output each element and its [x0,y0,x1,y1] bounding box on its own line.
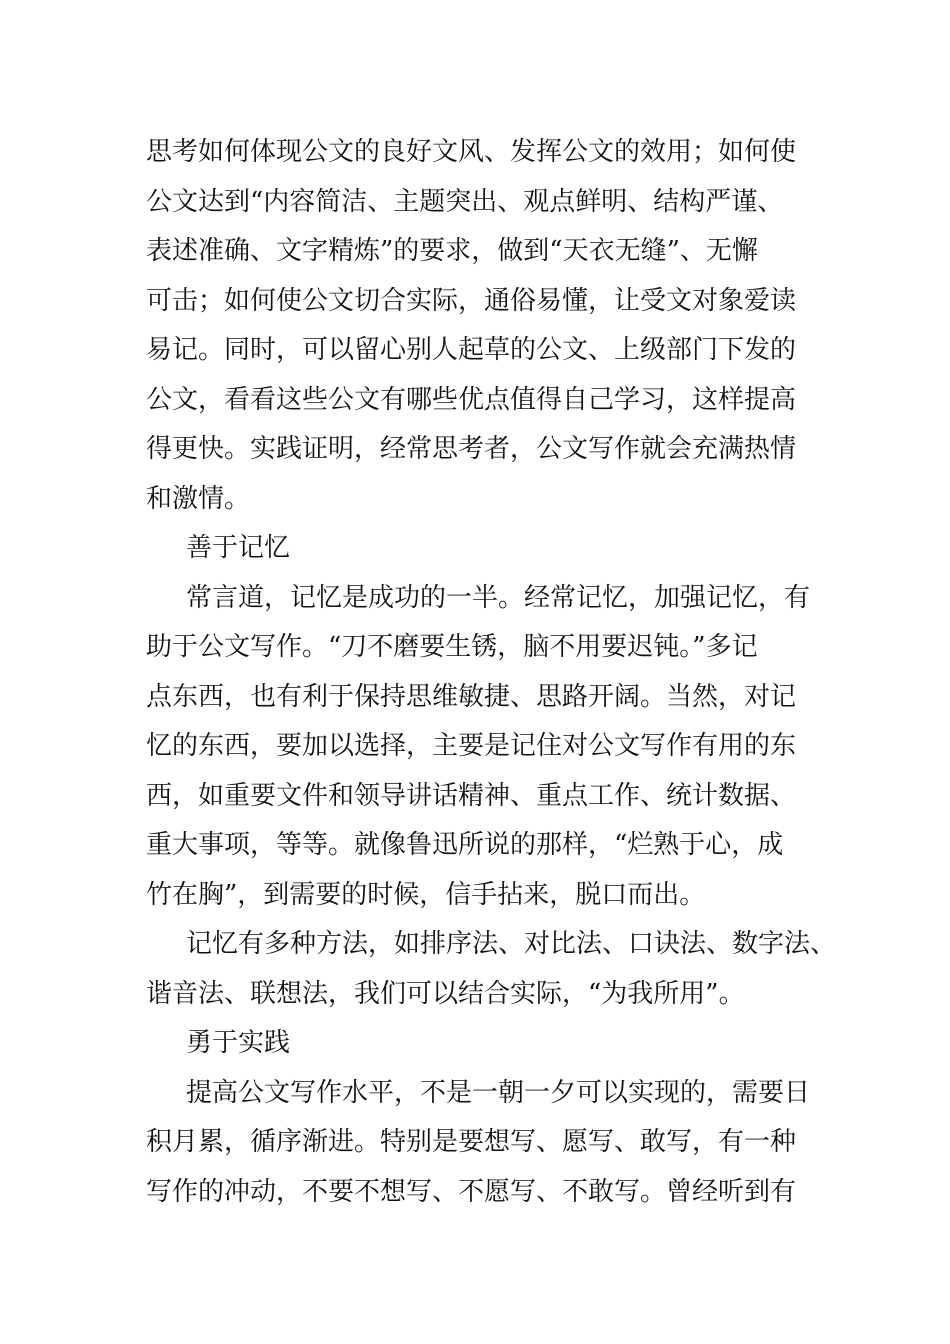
text-line: 得更快。实践证明，经常思考者，公文写作就会充满热情 [146,434,797,464]
text-line: 写作的冲动，不要不想写、不愿写、不敢写。曾经听到有 [146,1177,797,1207]
text-line: 公文，看看这些公文有哪些优点值得自己学习，这样提高 [146,385,797,415]
section-heading: 勇于实践 [186,1028,291,1058]
text-line: 记忆有多种方法，如排序法、对比法、口诀法、数字法、 [186,929,837,959]
text-line: 重大事项，等等。就像鲁迅所说的那样，“烂熟于心，成 [146,830,784,860]
text-line: 谐音法、联想法，我们可以结合实际，“为我所用”。 [146,979,745,1009]
text-line: 助于公文写作。“刀不磨要生锈，脑不用要迟钝。”多记 [146,632,758,662]
text-line: 积月累，循序渐进。特别是要想写、愿写、敢写，有一种 [146,1127,797,1157]
text-line: 表述准确、文字精炼”的要求，做到“天衣无缝”、无懈 [146,236,758,266]
text-line: 思考如何体现公文的良好文风、发挥公文的效用；如何使 [146,137,797,167]
text-line: 忆的东西，要加以选择，主要是记住对公文写作有用的东 [146,731,797,761]
text-line: 可击；如何使公文切合实际，通俗易懂，让受文对象爱读 [146,286,797,316]
text-line: 竹在胸”，到需要的时候，信手拈来，脱口而出。 [146,880,706,910]
section-heading: 善于记忆 [186,533,291,563]
text-line: 常言道，记忆是成功的一半。经常记忆，加强记忆，有 [186,583,811,613]
text-line: 点东西，也有利于保持思维敏捷、思路开阔。当然，对记 [146,682,797,712]
text-line: 易记。同时，可以留心别人起草的公文、上级部门下发的 [146,335,797,365]
text-line: 和激情。 [146,484,251,514]
text-line: 西，如重要文件和领导讲话精神、重点工作、统计数据、 [146,781,797,811]
text-line: 提高公文写作水平，不是一朝一夕可以实现的，需要日 [186,1078,811,1108]
text-line: 公文达到“内容简洁、主题突出、观点鲜明、结构严谨、 [146,187,784,217]
